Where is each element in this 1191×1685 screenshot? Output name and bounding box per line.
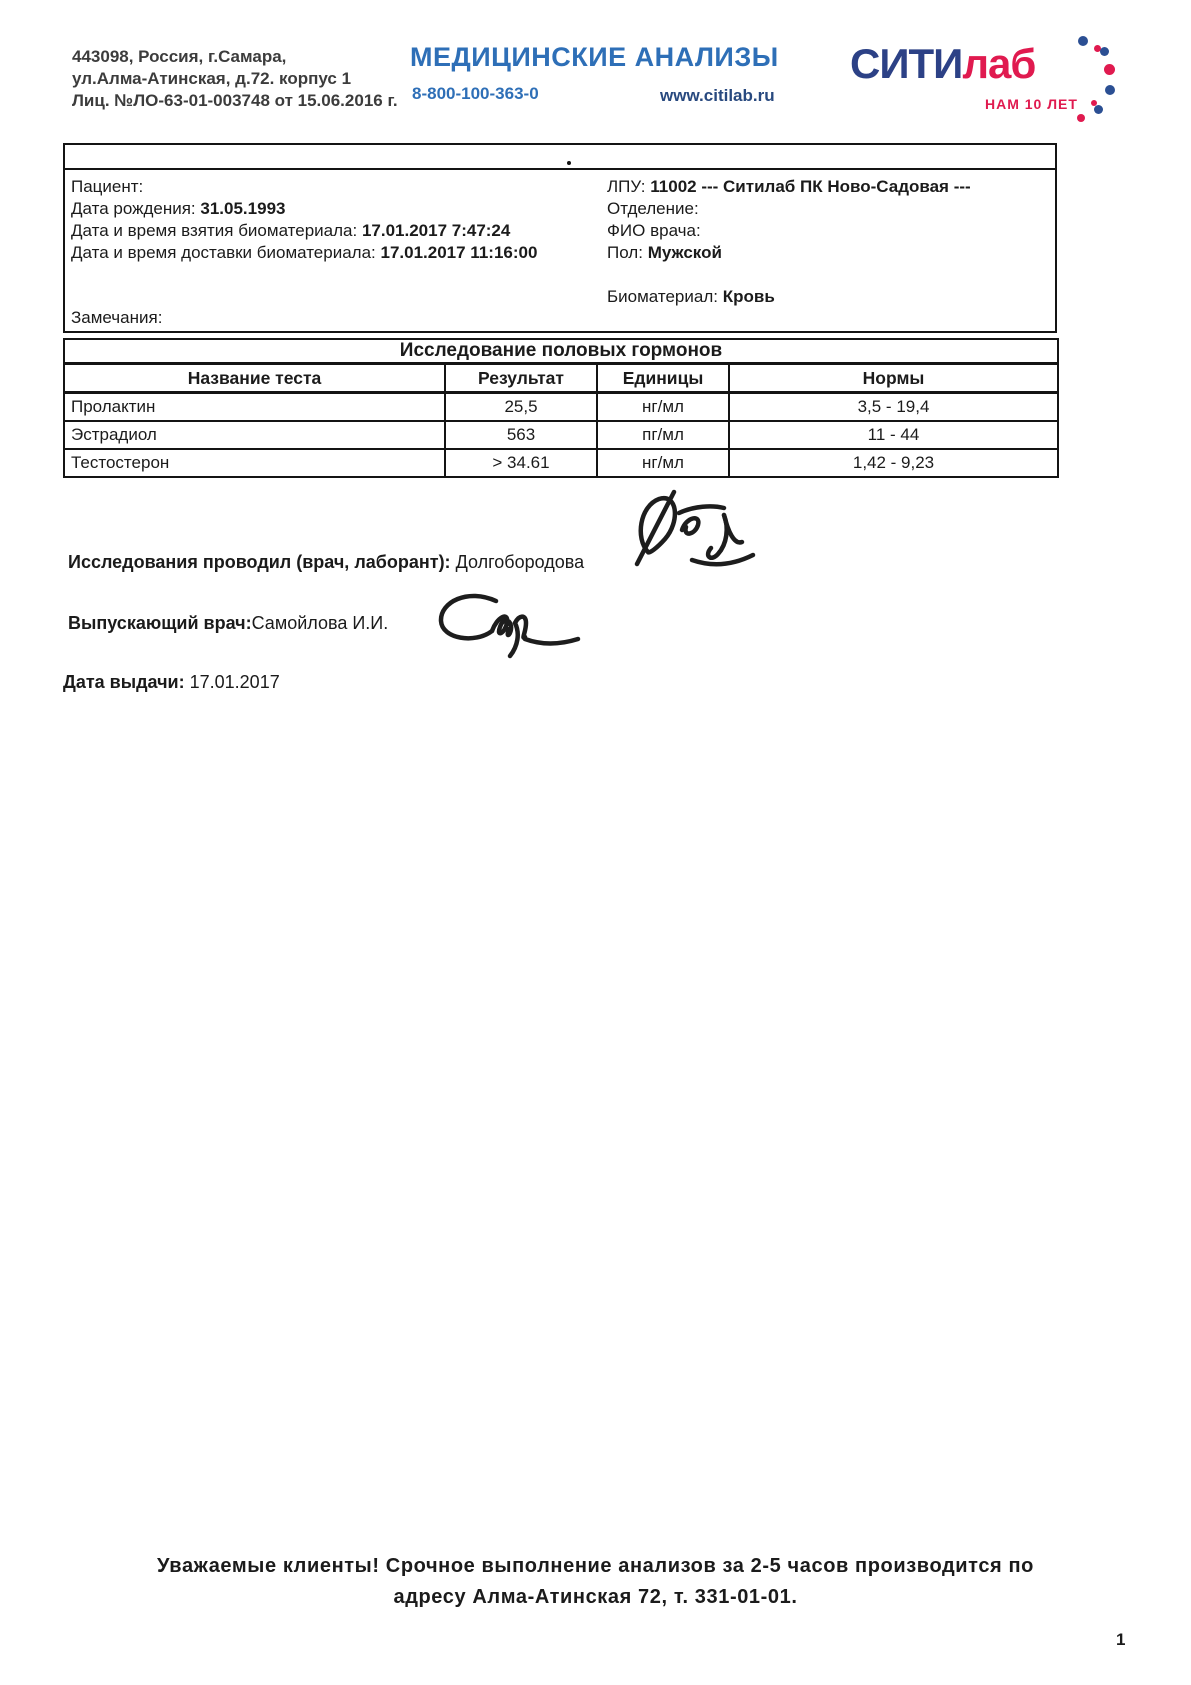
logo-anniversary-tagline: НАМ 10 ЛЕТ [985,96,1078,112]
column-header-test: Название теста [64,364,445,393]
section-title: Исследование половых гормонов [64,339,1058,364]
scan-dot-artifact [567,161,571,165]
performed-by-name: Долгобородова [455,552,585,572]
patient-name-line: Пациент: [71,177,144,196]
citilab-logo [850,40,1035,88]
sex-line: Пол: Мужской [607,243,722,262]
issue-date-value: 17.01.2017 [189,672,280,692]
test-norms: 3,5 - 19,4 [729,393,1058,422]
delivery-datetime-line: Дата и время доставки биоматериала: 17.01.2017 11:16:00 [71,243,538,262]
issue-date-label: Дата выдачи: [63,672,185,692]
patient-box-top-strip [65,145,1055,170]
test-units: пг/мл [597,421,729,449]
performed-by-label: Исследования проводил (врач, лаборант): [68,552,451,572]
address-line-3: Лиц. №ЛО-63-01-003748 от 15.06.2016 г. [72,91,398,110]
biomaterial-line: Биоматериал: Кровь [607,287,775,306]
logo-part-lab: лаб [962,40,1036,87]
column-header-units: Единицы [597,364,729,393]
sampling-datetime-line: Дата и время взятия биоматериала: 17.01.2017 7:47:24 [71,221,511,240]
hotline-phone: 8-800-100-363-0 [412,84,539,103]
remarks-label: Замечания: [71,308,163,327]
doctor-name-line: ФИО врача: [607,221,701,240]
client-notice-line-2: адресу Алма-Атинская 72, т. 331-01-01. [393,1586,798,1608]
patient-details-right-column [607,176,1049,308]
lab-address [72,46,398,112]
table-section-title-row [64,339,1058,364]
patient-info-box [63,143,1057,333]
address-line-1: 443098, Россия, г.Самара, [72,47,287,66]
results-table [63,338,1059,478]
lpu-line: ЛПУ: 11002 --- Ситилаб ПК Ново-Садовая --- [607,177,971,196]
column-header-norms: Нормы [729,364,1058,393]
test-units: нг/мл [597,449,729,477]
released-by-line [68,613,388,634]
test-result: 25,5 [445,393,597,422]
released-by-label: Выпускающий врач: [68,613,252,633]
patient-details-left-column [71,176,607,308]
birth-date-line: Дата рождения: 31.05.1993 [71,199,286,218]
table-row [64,449,1058,477]
test-units: нг/мл [597,393,729,422]
table-row [64,393,1058,422]
performed-by-signature [632,488,757,583]
released-by-signature [430,588,585,660]
client-notice-line-1: Уважаемые клиенты! Срочное выполнение анализов за 2-5 часов производится по [157,1555,1034,1577]
logo-part-citi: СИТИ [850,40,963,87]
table-row [64,421,1058,449]
blank-line [607,264,1049,286]
performed-by-line [68,552,584,573]
test-norms: 1,42 - 9,23 [729,449,1058,477]
test-norms: 11 - 44 [729,421,1058,449]
medical-analyses-title: МЕДИЦИНСКИЕ АНАЛИЗЫ [410,42,779,72]
released-by-name: Самойлова И.И. [251,613,389,633]
page-number: 1 [1116,1630,1126,1649]
column-header-result: Результат [445,364,597,393]
test-name: Эстрадиол [64,421,445,449]
test-name: Пролактин [64,393,445,422]
test-result: > 34.61 [445,449,597,477]
table-header-row [64,364,1058,393]
department-line: Отделение: [607,199,699,218]
test-result: 563 [445,421,597,449]
issue-date-line [63,672,280,693]
website-link: www.citilab.ru [660,86,775,105]
client-notice [0,1551,1191,1613]
address-line-2: ул.Алма-Атинская, д.72. корпус 1 [72,69,352,88]
test-name: Тестостерон [64,449,445,477]
